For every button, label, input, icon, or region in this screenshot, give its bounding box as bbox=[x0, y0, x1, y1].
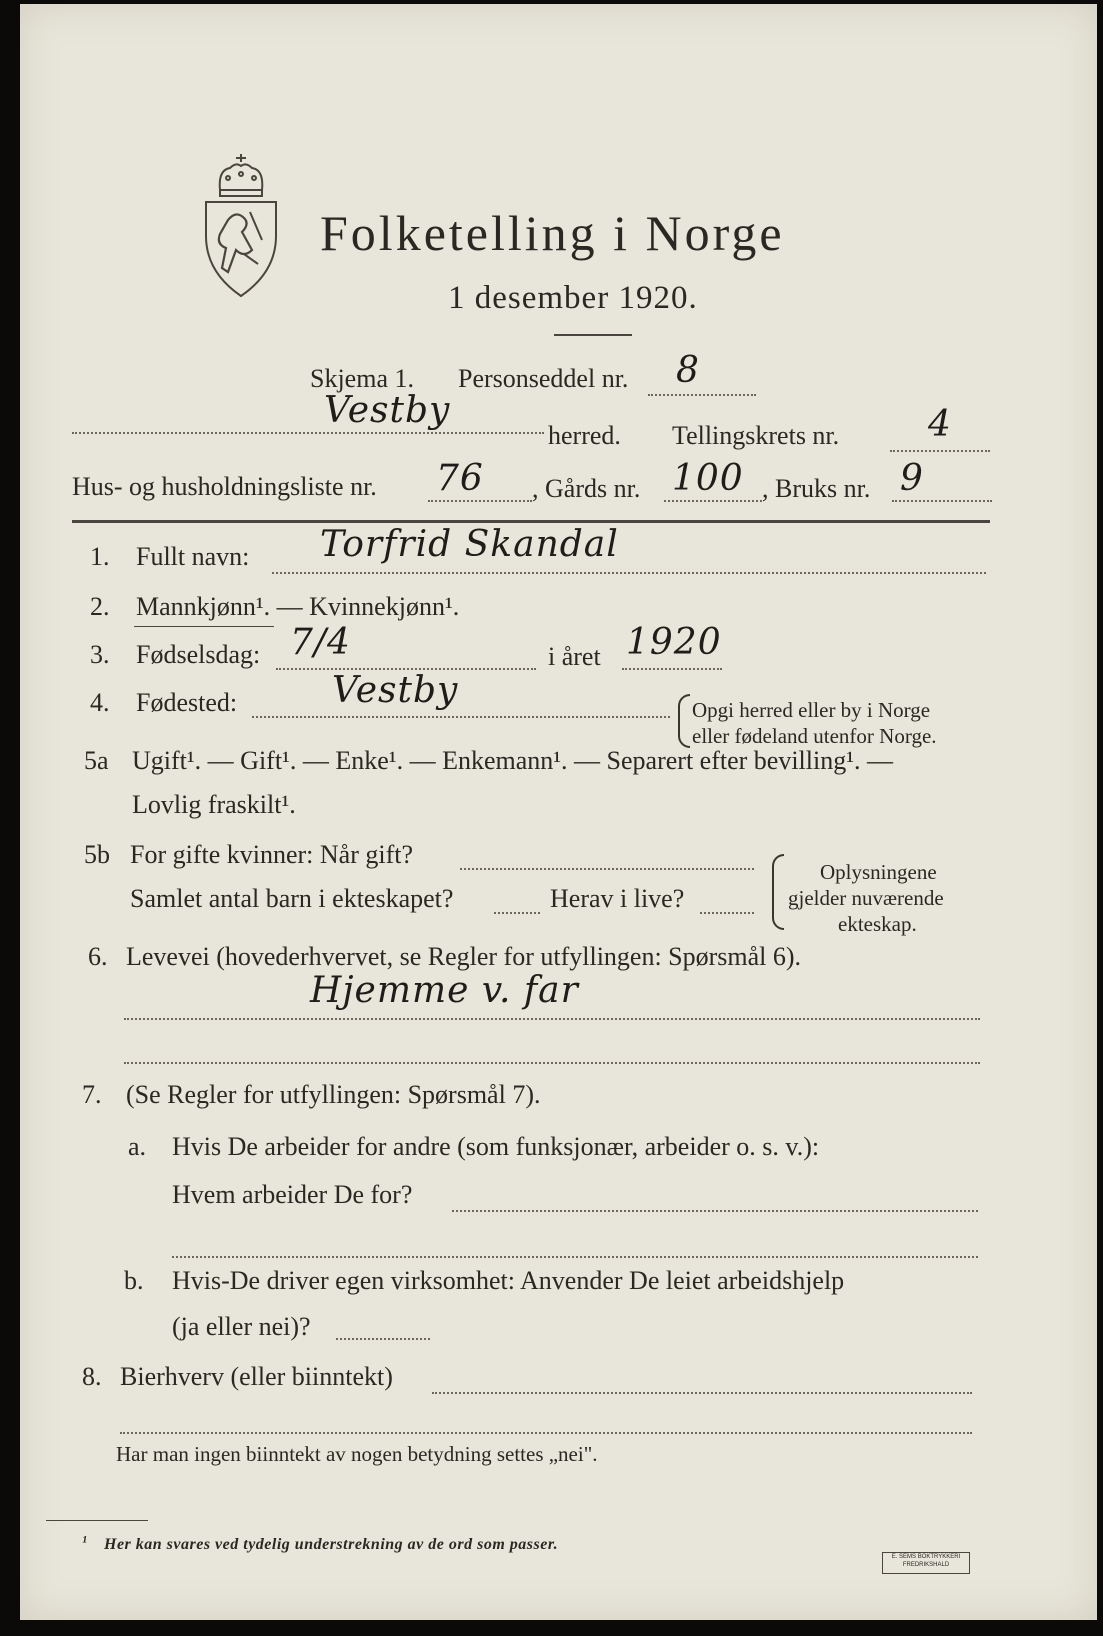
q6-number: 6. bbox=[88, 942, 108, 971]
q5b-number: 5b bbox=[84, 840, 110, 869]
form-title: Folketelling i Norge bbox=[320, 205, 785, 261]
q7a-letter: a. bbox=[128, 1132, 147, 1161]
q5b-married-line bbox=[460, 868, 754, 870]
herred-label: herred. bbox=[548, 421, 621, 450]
gards-label: , Gårds nr. bbox=[532, 474, 641, 503]
q1-full-name-value[interactable]: Torfrid Skandal bbox=[320, 524, 619, 565]
q3-number: 3. bbox=[90, 640, 110, 669]
q5b-children-line bbox=[494, 912, 540, 914]
footer-note: Har man ingen biinntekt av nogen betydning settes „nei". bbox=[116, 1442, 598, 1466]
q5a-number: 5a bbox=[84, 746, 109, 775]
q2-number: 2. bbox=[90, 592, 110, 621]
q6-line2 bbox=[124, 1062, 980, 1064]
q7b-line2: (ja eller nei)? bbox=[172, 1312, 311, 1341]
header-rule bbox=[72, 520, 990, 523]
census-date: 1 desember 1920. bbox=[448, 280, 698, 316]
q3-year-label: i året bbox=[548, 642, 601, 671]
herred-line bbox=[72, 432, 544, 434]
personseddel-label: Personseddel nr. bbox=[458, 364, 629, 393]
q7a-employer-line bbox=[452, 1210, 978, 1212]
hus-value[interactable]: 76 bbox=[436, 458, 484, 499]
q4-line bbox=[252, 716, 670, 718]
q3-year-value[interactable]: 1920 bbox=[626, 622, 722, 663]
bruks-line bbox=[892, 500, 992, 502]
q8-label: Bierhverv (eller biinntekt) bbox=[120, 1362, 393, 1391]
title-divider bbox=[554, 334, 632, 336]
q6-line1 bbox=[124, 1018, 980, 1020]
q6-label: Levevei (hovederhvervet, se Regler for utfyllingen: Spørsmål 6). bbox=[126, 942, 802, 971]
q4-note-line1: Opgi herred eller by i Norge bbox=[692, 698, 931, 722]
norwegian-coat-of-arms-icon bbox=[198, 150, 284, 300]
schema-label: Skjema 1. bbox=[310, 364, 414, 393]
q1-label: Fullt navn: bbox=[136, 542, 250, 571]
q3-label: Fødselsdag: bbox=[136, 640, 261, 669]
q1-line bbox=[272, 572, 986, 574]
q7b-letter: b. bbox=[124, 1266, 144, 1295]
q7-number: 7. bbox=[82, 1080, 102, 1109]
hus-label: Hus- og husholdningsliste nr. bbox=[72, 472, 377, 501]
q5b-alive-label: Herav i live? bbox=[550, 884, 685, 913]
q7a-extra-line bbox=[172, 1256, 978, 1258]
q4-note-line2: eller fødeland utenfor Norge. bbox=[692, 724, 937, 748]
q6-occupation-value[interactable]: Hjemme v. far bbox=[310, 970, 579, 1011]
q5b-note-line1: Oplysningene bbox=[820, 860, 937, 884]
footnote-text: Her kan svares ved tydelig understrekning av de ord som passer. bbox=[104, 1536, 559, 1553]
q7a-line1: Hvis De arbeider for andre (som funksjonær, arbeider o. s. v.): bbox=[172, 1132, 820, 1161]
q5a-marital-options[interactable]: Ugift¹. — Gift¹. — Enke¹. — Enkemann¹. — Separert efter bevilling¹. — bbox=[132, 746, 894, 775]
q3-year-line bbox=[622, 668, 722, 670]
q7-label: (Se Regler for utfyllingen: Spørsmål 7). bbox=[126, 1080, 541, 1109]
bruks-label: , Bruks nr. bbox=[762, 474, 871, 503]
q1-number: 1. bbox=[90, 542, 110, 571]
q2-mannkjonn-underline bbox=[134, 626, 274, 627]
q5a-marital-options-cont[interactable]: Lovlig fraskilt¹. bbox=[132, 790, 296, 819]
q7b-line1: Hvis-De driver egen virksomhet: Anvender De leiet arbeidshjelp bbox=[172, 1266, 845, 1295]
q3-birthday-value[interactable]: 7/4 bbox=[290, 622, 351, 663]
tellingskrets-value[interactable]: 4 bbox=[928, 404, 952, 445]
q5b-line1: For gifte kvinner: Når gift? bbox=[130, 840, 414, 869]
q4-note-brace bbox=[678, 694, 690, 748]
q8-line1 bbox=[432, 1392, 972, 1394]
gards-line bbox=[664, 500, 762, 502]
bruks-value[interactable]: 9 bbox=[900, 458, 924, 499]
tellingskrets-line bbox=[890, 450, 990, 452]
q7a-line2: Hvem arbeider De for? bbox=[172, 1180, 413, 1209]
gards-value[interactable]: 100 bbox=[672, 458, 744, 499]
q5b-note-line2: gjelder nuværende bbox=[788, 886, 944, 910]
printer-stamp-text: E. SEMS BOKTRYKKERI FREDRIKSHALD bbox=[891, 1554, 961, 1568]
hus-line bbox=[428, 500, 532, 502]
q5b-alive-line bbox=[700, 912, 754, 914]
footnote-mark: ¹ bbox=[82, 1534, 88, 1551]
tellingskrets-label: Tellingskrets nr. bbox=[672, 421, 840, 450]
q4-label: Fødested: bbox=[136, 688, 238, 717]
q2-gender-options[interactable]: Mannkjønn¹. — Kvinnekjønn¹. bbox=[136, 592, 460, 621]
q7b-answer-line bbox=[336, 1338, 430, 1340]
footnote-divider bbox=[46, 1520, 148, 1521]
q5b-note-line3: ekteskap. bbox=[838, 912, 917, 936]
q5b-line2: Samlet antal barn i ekteskapet? bbox=[130, 884, 454, 913]
q4-birthplace-value[interactable]: Vestby bbox=[332, 670, 459, 711]
q8-number: 8. bbox=[82, 1362, 102, 1391]
printer-stamp bbox=[882, 1552, 970, 1574]
q4-number: 4. bbox=[90, 688, 110, 717]
q5b-note-brace bbox=[772, 854, 784, 930]
herred-value[interactable]: Vestby bbox=[324, 390, 451, 431]
personseddel-line bbox=[648, 394, 756, 396]
personseddel-value[interactable]: 8 bbox=[676, 350, 700, 391]
census-form-sheet bbox=[20, 4, 1097, 1620]
q8-line2 bbox=[120, 1432, 972, 1434]
